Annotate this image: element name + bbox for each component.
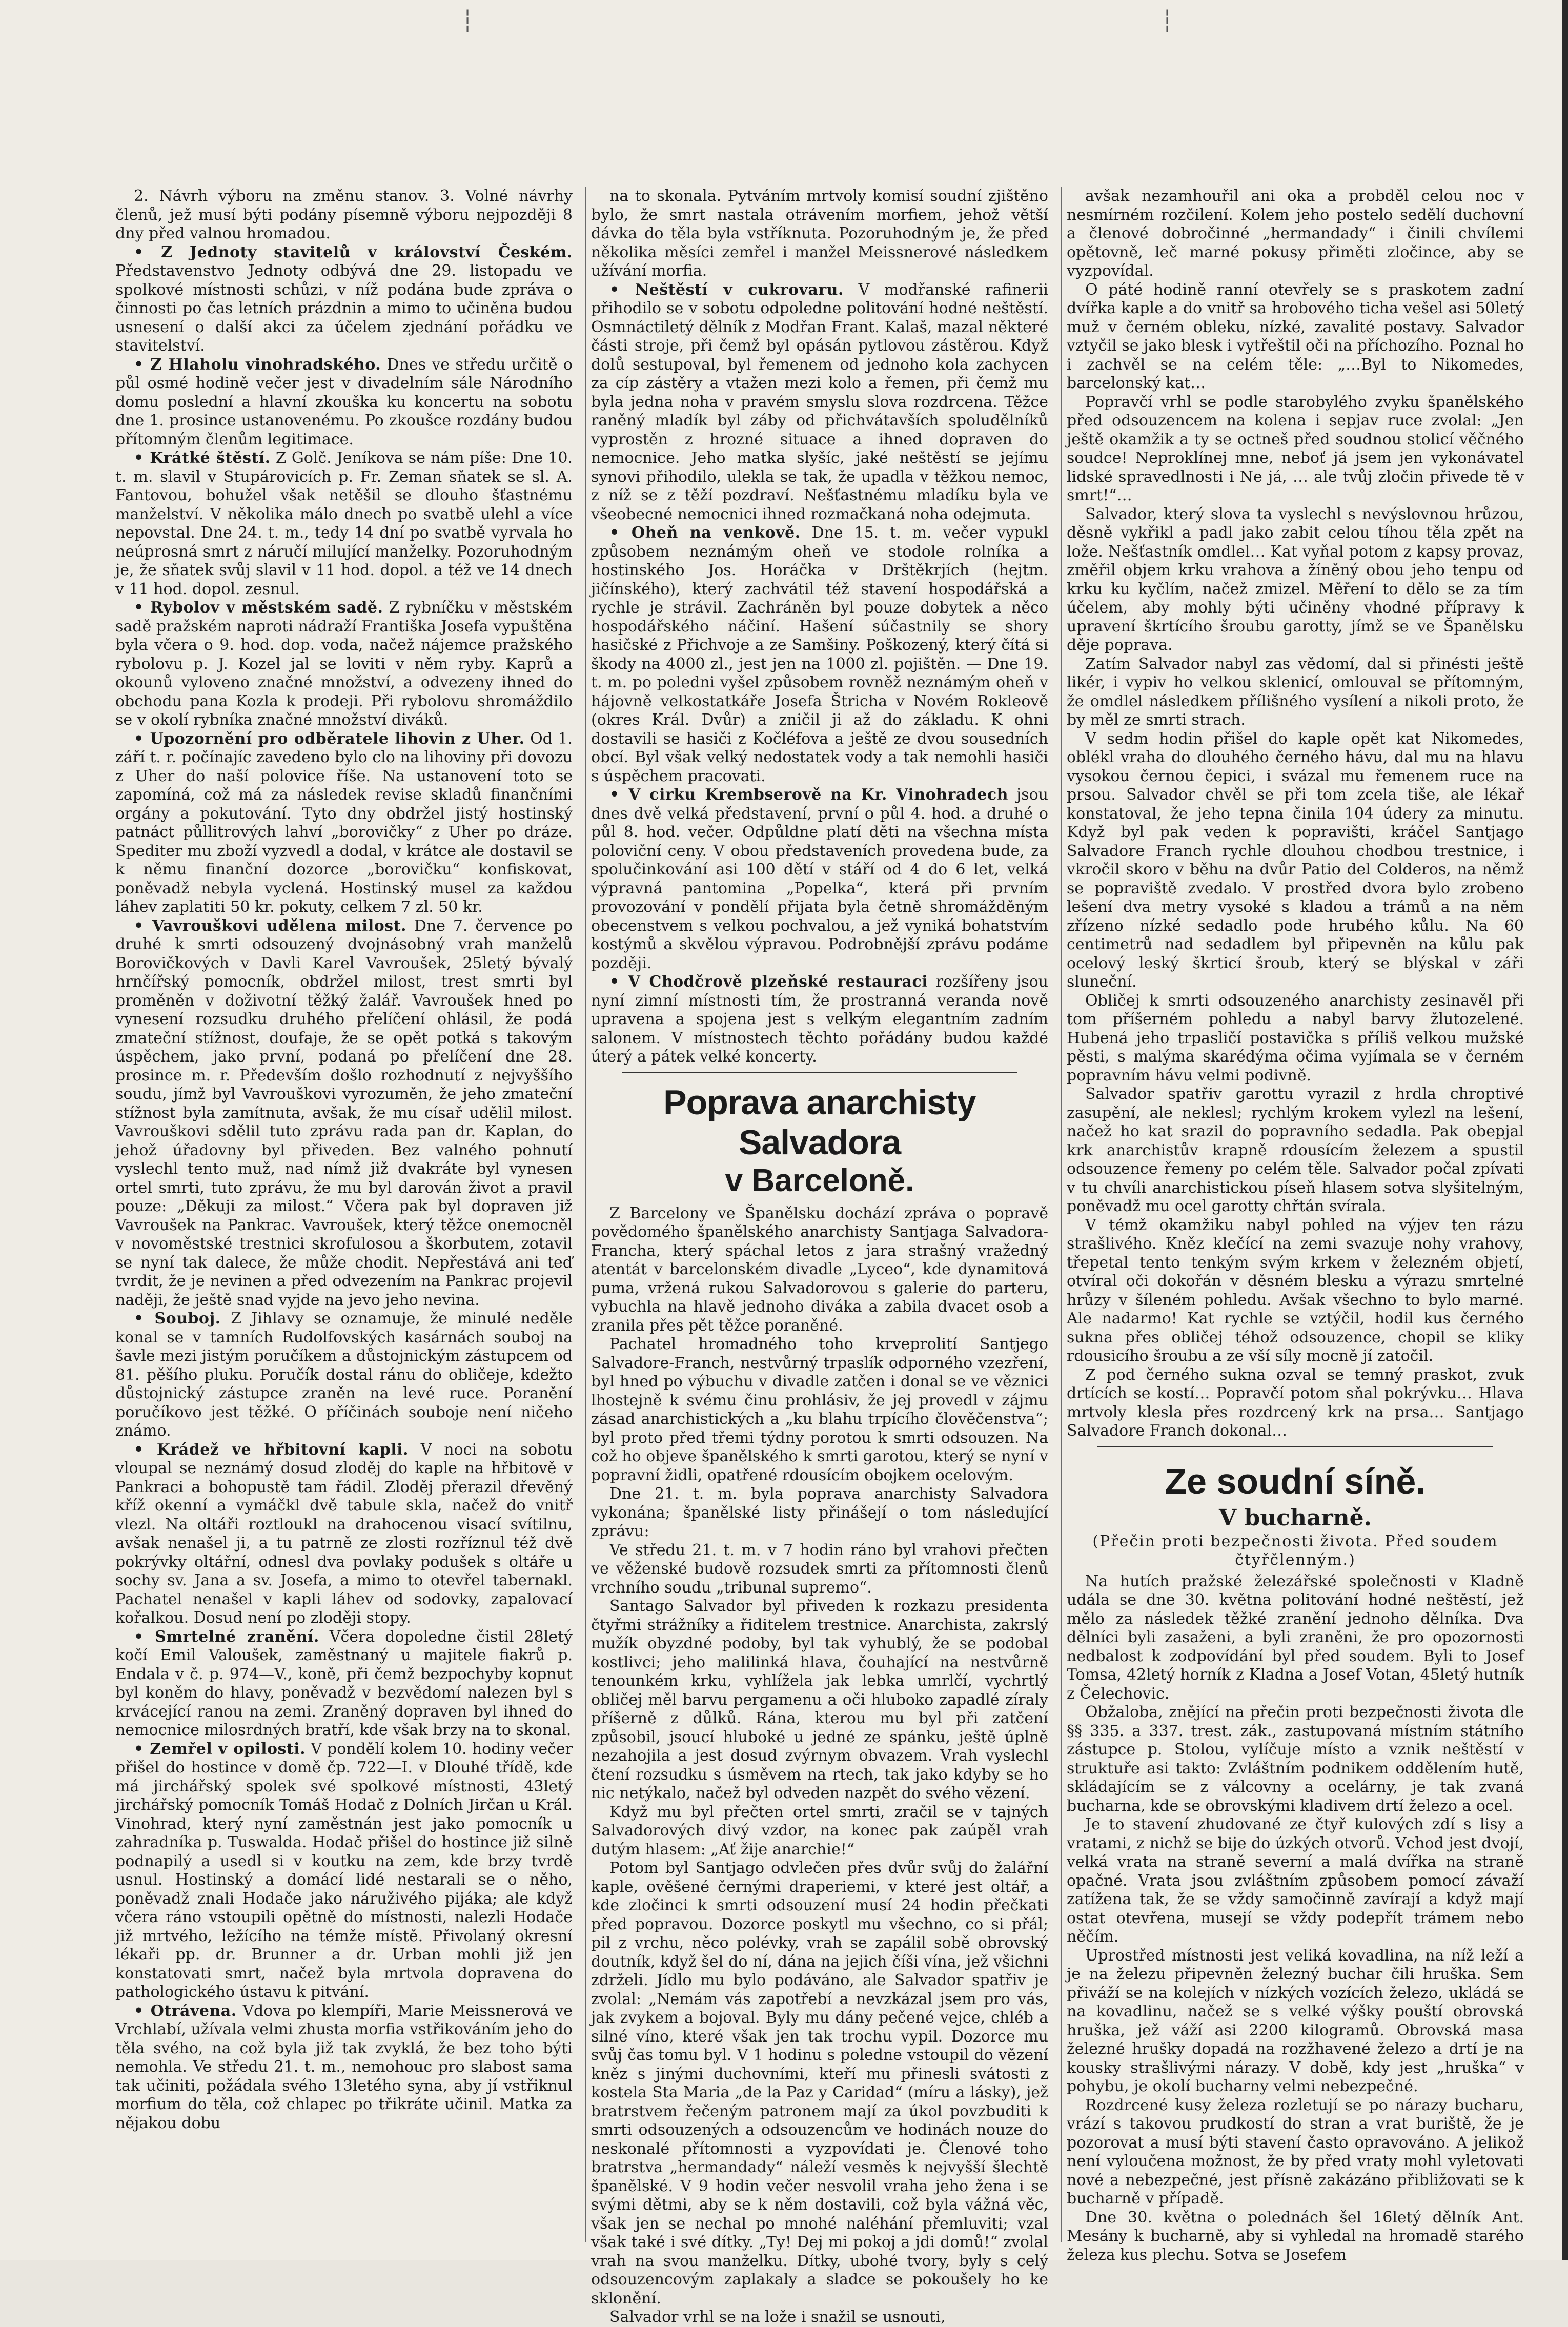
paragraph-text: Dne 30. května o polednách šel 16letý dělník Ant. Mesány k bucharně, aby si vyhledal na hromadě starého železa kus plechu. Sotva se Josefem [1067,2208,1524,2264]
paragraph [591,1485,1048,1541]
paragraph-text: Potom byl Santjago odvlečen přes dvůr svůj do žalářní kaple, ověšené černými draperiemi, v které jest oltář, a kde zločinci k smrti odsouzení musí 24 hodin přečkati před popravou. Dozorce poskytl mu všechno, co si přál; pil z vrchu, něco polévky, vrah se zapálil sobě obrovský doutník, když šel do ní, dána na jejich číši vína, jež všichni zdrželi. Jídlo mu bylo podáváno, ale Salvador spatřiv je zvolal: „Nemám vás zapotřebí a nevzkázal jsem pro vás, jak zvykem a bojoval. Byly mu dány pečené vejce, chléb a silné víno, které však jen tak trochu vypil. Dozorce mu svůj čas tomu byl. V 1 hodinu s poledne vstoupil do vězení kněz s jinými duchovními, kteří mu přinesli svátosti z kostela Sta Maria „de la Paz y Caridad“ (míru a lásky), jež bratrstvem řečeným patronem mají za úkol povzbuditi k smrti odsouzených a odsouzencům ve hodinách nouze do neskonalé přítomnosti a vyzpovídati je. Členové toho bratrstva „hermandady“ náleží vesměs k nejvyšší šlechtě španělské. V 9 hodin večer nesvolil vraha jeho žena i se svými dětmi, aby se k něm dostavili, což byla vážná věc, však jen se nechal po mnohé naléhání přemluviti; vzal však také i své dítky. „Ty! Dej mi pokoj a jdi domů!“ zvolal vrah na svou manželku. Dítky, ubohé tvory, byly s celý odsouzencovým zaplakaly a sladce se pokoušely ho ke sklonění. [591,1859,1048,2308]
paragraph-text: Ve středu 21. t. m. v 7 hodin ráno byl vrahovi přečten ve věženské budově rozsudek smrti za přítomnosti členů vrchního soudu „tribunal supremo“. [591,1541,1048,1597]
paragraph [115,599,573,730]
paragraph [1067,2096,1524,2209]
paragraph [1067,187,1524,281]
article-headline [591,1083,1048,1199]
paragraph [1067,1216,1524,1366]
paragraph-text: jsou dnes dvě velká představení, první o půl 4. hod. a druhé o půl 8. hod. večer. Odpůldne platí děti na všechna místa poloviční ceny. V obou představeních provedena bude, za spolučinkování asi 100 dětí v stáří od 4 do 6 let, velká výpravná pantomina „Popelka“, která při prvním provozování v pondělí přijata byla četně shromážděným obecenstvem s velkou pochvalou, a jež vyniká bohatstvím kostýmů a skvělou výpravou. Podrobnější zprávu podáme později. [591,786,1048,972]
paragraph-lead: • Souboj. [134,1310,221,1328]
paragraph-text: Obžaloba, znějící na přečin proti bezpečnosti života dle §§ 335. a 337. trest. zák., zastupovaná místním státního zástupce p. Stolou, vylíčuje místo a vznik neštěstí v struktuře asi takto: Zvláštním podnikem oddělením hutě, skládajícím se z válcovny a ocelárny, je tak zvaná bucharna, kde se obrovskými kladivem drtí železo a ocel. [1067,1703,1524,1815]
paragraph-text: Santago Salvador byl přiveden k rozkazu presidenta čtyřmi strážníky a řiditelem trestnice. Anarchista, zakrslý mužík obyzdné podoby, byl tak vyhublý, že se podobal kostlivci; jeho malilinká hlava, čouhající na nestvůrně tenounkém krku, vyhlížela jak lebka umrlčí, vychrtlý obličej měl barvu pergamenu a oči hluboko zapadlé zíraly příšerně z důlků. Rána, kterou mu byl při zatčení způsobil, jsoucí hluboké u jedné ze spánku, ještě úplně nezahojila a jest dosud zvýrnym obvazem. Vrah vyslechl čtení rozsudku s úsměvem na rtech, tak jako kdyby se ho nic netýkalo, načež byl odveden nazpět do svého vězení. [591,1597,1048,1802]
paragraph [591,1335,1048,1485]
paragraph-lead: • Krátké štěstí. [134,449,271,467]
court-report-headline: V bucharně. [1219,1504,1372,1531]
paragraph-text: rozšířeny jsou nyní zimní místnosti tím, že prostranná veranda nově upravena a spojena jest s velkým elegantním zadním salonem. V místnostech těchto pořádány budou každé úterý a pátek velké koncerty. [591,973,1049,1066]
paragraph-text: Vdova po klempíři, Marie Meissnerová ve Vrchlabí, užívala velmi zhusta morfia vstřikováním jeho do těla svého, na což byla již tak zvyklá, že bez toho býti nemohla. Ve středu 21. t. m., nemohouc pro slabost sama tak učiniti, požádala svého 13letého syna, aby jí vstřiknul morfium do těla, což chlapec po třikráte učinil. Matka za nějakou dobu [115,2002,573,2132]
paragraph-text: 2. Návrh výboru na změnu stanov. 3. Volné návrhy členů, jež musí býti podány písemně výboru nejpozději 8 dny před valnou hromadou. [115,187,573,242]
paragraph [115,1310,573,1441]
paragraph-text: Z Golč. Jeníkova se nám píše: Dne 10. t. m. slavil v Stupárovicích p. Fr. Zeman sňatek se sl. A. Fantovou, bohužel však netěšil se dlouho šťastnému manželství. V několika málo dnech po svatbě ulehl a více nepovstal. Dne 24. t. m., tedy 14 dní po svatbě vyrvala ho neúprosná smrt z náručí milující manželky. Pozoruhodným je, že sňatek svůj slavil v 11 hod. dopol. a též ve 14 dnech v 11 hod. dopol. zesnul. [115,449,573,598]
paragraph-text: Rozdrcené kusy železa rozletují se po nárazy bucharu, vrází s takovou prudkostí do stran a vrat buriště, že je pozorovat a musí býti stavení často opravováno. A jelikož není vyloučena možnost, že by před vraty mohl vyletovati nové a nebezpečné, jest přísně zakázáno přibližovati se k bucharně v případě. [1067,2096,1524,2208]
paragraph-text: Dne 7. července po druhé k smrti odsouzený dvojnásobný vrah manželů Borovičkových v Davli Karel Vavroušek, 25letý bývalý hrnčířský pomocník, obdržel milost, trest smrti byl proměněn v doživotní těžký žalář. Vavroušek hned po vynesení rozsudku druhého přelíčení ohlásil, že podá zmateční stížnost, doufaje, že se opět potká s takovým úspěchem, jako první, podaná po přelíčení dne 28. prosince m. r. Především došlo rozhodnutí z nejvyššího soudu, jímž byl Vavrouškovi vyrozuměn, že jeho zmateční stížnost byla zamítnuta, avšak, že mu císař udělil milost. Vavrouškovi sdělil tuto zprávu rada pan dr. Kaplan, do jehož úřadovny byl přiveden. Bez valného pohnutí vyslechl tento muž, nad nímž již dvakráte byl vynesen ortel smrti, tuto zprávu, že mu byl darován život a pravil pouze: „Děkuji za milost.“ Včera pak byl dopraven již Vavroušek na Pankrac. Vavroušek, který těžce onemocněl v novoměstské trestnici skrofulosou a škorbutem, zotavil se nyní tak dalece, že může chodit. Nepřestává ani teď tvrdit, že je nevinen a před odvezením na Pankrac projevil naději, že ještě snad vyjde na jevo jeho nevina. [115,916,573,1309]
paragraph-text: Včera dopoledne čistil 28letý kočí Emil Valoušek, zaměstnaný u majitele fiakrů p. Endala v č. p. 974—V., koně, při čemž bezpochyby kopnut byl koněm do hlavy, poněvadž v bezvědomí nalezen byl s krvácející ranou na zemi. Zraněný dopraven byl ihned do nemocnice milosrdných bratří, kde však brzy na to skonal. [115,1627,573,1739]
paragraph [115,1441,573,1628]
divider [622,1072,1017,1073]
page-edge-marks [0,0,1568,31]
article-columns [115,187,1524,2326]
paragraph [1067,655,1524,730]
paragraph-text: Z pod černého sukna ozval se temný praskot, zvuk drtících se kostí… Popravčí potom sňal pokrývku… Hlava mrtvoly klesla přes rozdrcený krk na prsa… Santjago Salvadore Franch dokonal… [1067,1365,1524,1440]
column-right [1061,187,1524,2264]
paragraph-text: Od 1. září t. r. počínajíc zavedeno bylo clo na lihoviny při dovozu z Uher do naší polovice říše. Na ustanovení toto se zapomíná, což má za následek revise skladů finančními orgány a pokutování. Tyto dny obdržel jistý hostinský patnáct půllitrových lahví „borovičky“ z Uher po dráze. Spediter mu zboží vyzvedl a dodal, v krátce ale dostavil se k němu finanční dozorce „borovičku“ konfiskovat, poněvadž nebyla vyclená. Hostinský musel za každou láhev zaplatiti 50 kr. pokuty, celkem 7 zl. 50 kr. [115,729,573,916]
paragraph-lead: • Rybolov v městském sadě. [134,599,383,617]
paragraph-text: avšak nezamhouřil ani oka a probděl celou noc v nesmírném rozčilení. Kolem jeho postelo sedělí duchovní a členové dobročinné „hermandady“ i činili chvílemi opětovně, leč marné pokusy přiměti zločince, aby se vyzpovídal. [1067,187,1524,280]
paragraph-text: Popravčí vrhl se podle starobylého zvyku španělského před odsouzencem na kolena i sepjav ruce zvolal: „Jen ještě okamžik a ty se octneš před soudnou stolicí věčného soudce! Neproklínej mne, neboť já jsem jen vykonávatel lidské spravedlnosti i Ne já, … ale tvůj zločin přivede tě v smrt!“… [1067,393,1524,504]
paragraph-text: Na hutích pražské železářské společnosti v Kladně udála se dne 30. května politování hodné neštěstí, jež mělo za následek těžké zranění jednoho dělníka. Dva dělníci byli zasaženi, a byli zraněni, že pro opozornosti nedbalost k zodpovídání byl před soudem. Byli to Josef Tomsa, 42letý horník z Kladna a Josef Votan, 45letý hutník z Čelechovic. [1067,1572,1524,1703]
paragraph-text: V témž okamžiku nabyl pohled na výjev ten rázu strašlivého. Kněz klečící na zemi svazuje nohy vrahovy, třepetal tento tenkým svým krkem v železném objetí, otvíral oči dokořán v děsném blesku a výrazu smrtelné hrůzy v šíleném pohledu. Avšak všechno to bylo marné. Ale nadarmo! Kat rychle se vztýčil, hodil kus černého sukna přes obličej téhož odsouzence, chopil se kliky rdousicího šroubu a ze vší síly mocně jí zatočil. [1067,1216,1524,1365]
paragraph-text: Salvador, který slova ta vyslechl s nevýslovnou hrůzou, děsně vykřikl a padl jako zabit celou tíhou těla zpět na lože. Nešťastník omdlel… Kat vyňal potom z kapsy provaz, změřil objem krku vrahova a žíněný obou jeho tenpu od krku ku kyčlím, načež zmizel. Měření to dělo se za tím účelem, aby mohly býti učiněny vhodné přípravy k upravení škrtícího šroubu garotty, jímž se ve Španělsku děje poprava. [1067,505,1524,654]
headline-line-1: Poprava anarchisty Salvadora [663,1083,976,1162]
paragraph-text: V pondělí kolem 10. hodiny večer přišel do hostince v domě čp. 722—I. v Dlouhé třídě, kde má jirchářský spolek své spolkové místnosti, 43letý jirchářský pomocník Tomáš Hodač z Dolních Jirčan u Král. Vinohrad, který nyní zaměstnán jest jako pomocník u zahradníka p. Tuswalda. Hodač přišel do hostince již silně podnapilý a usedl si v koutku na zem, kde brzy tvrdě usnul. Hostinský a domácí lidé nestarali se o něho, poněvadž znali Hodače jako náruživého pijáka; ale když včera ráno vstoupili opětně do místnosti, nalezli Hodače již mrtvého, ležícího na témže místě. Přivolaný okresní lékaři pp. dr. Brunner a dr. Urban mohli již jen konstatovati smrt, načež byla mrtvola dopravena do pathologického ústavu k pitvání. [115,1740,573,2001]
paragraph-text: Dnes ve středu určitě o půl osmé hodině večer jest v divadelním sále Národního domu poslední a hlavní zkouška ku koncertu na sobotu dne 1. prosince ustanovenému. Po zkoušce rozdány budou přítomným členům legitimace. [115,355,573,448]
paragraph [1067,281,1524,393]
paragraph [115,243,573,356]
paragraph [1067,992,1524,1086]
paragraph [1067,1703,1524,1815]
paragraph-text: O páté hodině ranní otevřely se s praskotem zadní dvířka kaple a do vnitř sa hrobového ticha vešel asi 50letý muž v černém obleku, nízké, zavalité postavy. Salvador vztyčil se jako blesk i vytřeštil oči na příchozího. Poznal ho i zachvěl se na celém těle: „…Byl to Nikomedes, barcelonský kat… [1067,280,1524,392]
paragraph [591,1803,1048,1860]
paragraph-lead: • Z Jednoty stavitelů v království Českém. [134,243,573,261]
paragraph [115,730,573,917]
paragraph-lead: • Upozornění pro odběratele lihovin z Uher. [134,729,525,748]
paragraph [591,1859,1048,2308]
paragraph [1067,1085,1524,1216]
paragraph [1067,730,1524,992]
edge-mark: ┆ [461,9,474,33]
paragraph [591,524,1048,786]
paragraph [115,449,573,599]
court-report-subtitle: (Přečin proti bezpečnosti života. Před soudem čtyřčlenným.) [1092,1532,1498,1569]
column-right-article [1067,187,1524,1441]
paragraph-lead: • V cirku Krembserově na Kr. Vinohradech [609,786,1008,804]
paragraph [591,786,1048,973]
paragraph-lead: • Vavrouškovi udělena milost. [134,916,406,935]
paragraph-text: Představenstvo Jednoty odbývá dne 29. listopadu ve spolkové místnosti schůzi, v níž podána bude zpráva o činnosti po čas letních prázdnin a mimo to učiněna budou usnesení o další akci za účelem zjednání pořádku ve stavitelství. [115,262,573,355]
paragraph-text: Dne 21. t. m. byla poprava anarchisty Salvadora vykonána; španělské listy přinášejí o tom následující zprávu: [591,1485,1048,1540]
paragraph-lead: • Otrávena. [134,2002,237,2020]
paragraph [591,1205,1048,1336]
paragraph [591,1541,1048,1598]
column-left [115,187,573,2242]
paragraph-text: Pachatel hromadného toho krveprolití Santjego Salvadore-Franch, nestvůrný trpaslík odporného vzezření, byl hned po výbuchu v divadle zatčen i donal se ve věznici lhostejně k svému činu prohlásiv, že jej provedl v zájmu zásad anarchistických a „ku blahu trpícího člověčenstva“; byl proto před třemi týdny porotou k smrti odsouzen. Na což ho objeve španělského k smrti garotou, který se nyní v popravní židli, opatřené rdousícím obojkem ocelovým. [591,1335,1048,1484]
paragraph [115,2002,573,2133]
paragraph [1067,2209,1524,2265]
divider [1097,1446,1493,1447]
paragraph-text: Salvador vrhl se na lože i snažil se usnouti, [609,2308,946,2326]
paragraph-text: Je to stavení zhudované ze čtyř kulových zdí s lisy a vratami, z nichž se bije do úzkých otvorů. Vchod jest dvojí, velká vrata na straně severní a malá dvířka na straně opačné. Vrata jsou zvláštním způsobem pomocí závaží zatížena tak, že se vždy samočinně zavírají a když mají ostat otevřena, musejí se vždy podepřít trámem nebo něčím. [1067,1815,1524,1946]
paragraph [1067,1947,1524,2096]
paragraph-lead: • Z Hlaholu vinohradského. [134,355,381,374]
paragraph-lead: • V Chodčrově plzeňské restauraci [609,973,928,991]
section-title: Ze soudní síně. [1165,1461,1426,1501]
paragraph-text: V sedm hodin přišel do kaple opět kat Nikomedes, oblékl vraha do dlouhého černého hávu, dal mu na hlavu vysokou černou čepici, i svázal mu řemenem ruce na prsou. Salvador chvěl se při tom zcela tiše, ale lékař konstatoval, že jeho tepna činila 104 údery za minutu. Když byl pak veden k popravišti, kráčel Santjago Salvadore Franch rychle dlouhou chodbou trestnice, i vkročil skoro v běhu na dvůr Patio del Colderos, na němž se popraviště zvedalo. V prostřed dvora bylo zrobeno lešení dva metry vysoké s kladou a trámů a na něm zřízeno nízké sedadlo pode hrubého kůlu. Na 60 centimetrů nad sedadlem byl připevněn na kůlu pak ocelový leský škrticí šroub, který se blýskal v záři sluneční. [1067,729,1524,991]
paragraph-text: Uprostřed místnosti jest veliká kovadlina, na níž leží a je na železu připevněn železný buchar čili hruška. Sem přiváží se na kolejích v nízkých vozících železo, ukládá se na kovadlinu, načež se s velké výšky pouští obrovská hruška, jež váží asi 2200 kilogramů. Obrovská masa železné hrušky dopadá na rozžhavené železo a drtí je na kousky strašlivými nárazy. V době, kdy jest „hruška“ v pohybu, je okolí bucharny velmi nebezpečné. [1067,1946,1524,2095]
column-middle-news [591,187,1048,1067]
paragraph-text: na to skonala. Pytváním mrtvoly komisí soudní zjištěno bylo, že smrt nastala otrávením morfiem, jehož větší dávka do těla byla vstříknuta. Pozoruhodným je, že před několika měsíci zemřel i manžel Meissnerové následkem užívání morfia. [591,187,1048,280]
column-right-court-report [1067,1573,1524,2265]
scan-edge [1562,0,1568,2260]
paragraph [591,973,1048,1067]
paragraph-text: V noci na sobotu vloupal se neznámý dosud zloděj do kaple na hřbitově v Pankraci a bohopustě tam řádil. Zloděj přerazil dřevěný kříž okenní a vymáčkl dvě tabule skla, načež do vnitř vlezl. Na oltáři roztloukl na drahocenou visací svítilnu, avšak nenašel ji, a tu patrně ze zlosti rozříznul též dvě pokrývky oltářní, odnesl dva povlaky podušek s oltáře u sochy sv. Jana a sv. Josefa, a mimo to otevřel tabernakl. Pachatel nenašel v kapli láhev od sodovky, zapalovací kořalkou. Dosud není po zloději stopy. [115,1440,573,1627]
paragraph-text: Salvador spatřiv garottu vyrazil z hrdla chroptivé zasupění, ale neklesl; rychlým krokem vylezl na lešení, načež ho kat srazil do popravního sedadla. Pak obepjal krk anarchistův krapně rdousícím železem a spustil odsouzence řemeny po celém těle. Salvador počal zpívati v tu chvíli anarchistickou píseň hlasem sotva slyšitelným, poněvadž mu ocel garotty chřtán svírala. [1067,1085,1524,1215]
paragraph [115,917,573,1310]
paragraph [591,187,1048,281]
paragraph [115,1740,573,2002]
paragraph [1067,505,1524,655]
paragraph [1067,1366,1524,1441]
paragraph-text: Z Jihlavy se oznamuje, že minulé neděle konal se v tamních Rudolfovských kasárnách souboj na šavle mezi jistým poručíkem a důstojnickým zástupcem od 81. pěšího pluku. Poručík dostal ránu do obličeje, kdežto důstojnický zástupce zraněn na levé ruce. Poranění poručíkovo jest těžké. O příčinách souboje není ničeho známo. [115,1310,573,1440]
paragraph-text: Zatím Salvador nabyl zas vědomí, dal si přinésti ještě likér, i vypiv ho velkou sklenicí, omlouval se přítomným, že omdlel následkem přílišného vysílení a nikoli proto, že by měl ze smrti strach. [1067,655,1524,729]
paragraph [115,356,573,450]
paragraph [591,1597,1048,1803]
paragraph-lead: • Neštěstí v cukrovaru. [609,280,844,299]
paragraph [591,2308,1048,2327]
paragraph-lead: • Oheň na venkově. [609,524,801,542]
paragraph-lead: • Smrtelné zranění. [134,1627,319,1646]
paragraph-text: Z rybníčku v městském sadě pražském naproti nádraží Františka Josefa vypuštěna byla včera o 9. hod. dop. voda, načež nájemce pražského rybolovu p. J. Kozel jal se loviti v něm ryby. Kaprů a okounů vyloveno značné množství, a odvezeny ihned do obchodu pana Kozla k prodeji. Při rybolovu shromáždilo se v okolí rybníka značné množství diváků. [115,599,573,729]
edge-mark: ┆ [1161,9,1174,33]
paragraph-text: Z Barcelony ve Španělsku dochází zpráva o popravě povědomého španělského anarchisty Santjaga Salvadora-Francha, který spáchal letos z jara strašný vražedný atentát v barcelonském divadle „Lyceo“, kde dynamitová puma, vržená rukou Salvadorovou s galerie do parteru, vybuchla na hlavě jednoho diváka a zabila dvacet osob a zranila přes pět těžce poraněné. [591,1204,1048,1335]
paragraph [591,281,1048,524]
paragraph-lead: • Krádež ve hřbitovní kapli. [134,1440,409,1459]
paragraph-lead: • Zemřel v opilosti. [134,1740,306,1758]
paragraph [115,1628,573,1740]
paragraph [1067,1815,1524,1947]
headline-line-2: v Barceloně. [725,1162,914,1198]
column-middle-article [591,1205,1048,2327]
paragraph-text: V modřanské rafinerii přihodilo se v sobotu odpoledne politování hodné neštěstí. Osmnáctiletý dělník z Modřan Frant. Kalaš, mazal některé části stroje, při čemž byl opásán pytlovou zástěrou. Když dolů sestupoval, byl řemenem od jednoho kola zachycen za cíp zástěry a vtažen mezi kolo a řemen, při čemž mu byla jedna noha v pravém smyslu slova rozdrcena. Těžce raněný mladík byl záby od přichvátavších spoludělníků vyprostěn z hrozné situace a ihned dopraven do nemocnice. Jeho matka slyšíc, jaké neštěstí se jejímu synovi přihodilo, ulekla se tak, že upadla v těžkou nemoc, z níž se z těží pozdraví. Nešťastnému mladíku byla ve všeobecné nemocnici ihned rozmačkaná noha odejmuta. [591,280,1048,523]
paragraph [1067,393,1524,505]
column-middle [585,187,1049,2326]
paragraph [115,187,573,243]
paragraph-text: Dne 15. t. m. večer vypukl způsobem neznámým oheň ve stodole rolníka a hostinského Jos. Horáčka v Drštěkrjích (hejtm. jičínského), který zachvátil též stavení hospodářská a rychle je strávil. Zachráněn byl pouze dobytek a něco hospodářského náčiní. Hašení súčastnily se shory hasičské z Přichvoje a ze Samšiny. Poškozený, který čítá si škody na 4000 zl., jest jen na 1000 zl. pojištěn. — Dne 19. t. m. po poledni vyšel způsobem rovněž neznámým oheň v hájovně velkostatkáře Josefa Štricha v Novém Rokleově (okres Král. Dvůr) a zničil ji až do základu. K ohni dostavili se hasiči z Kočléfova a ještě ze dvou sousedních obcí. Byl však velký nedostatek vody a tak nemohli hasiči s úspěchem pracovati. [591,524,1048,785]
paragraph [1067,1573,1524,1704]
paragraph-text: Obličej k smrti odsouzeného anarchisty zesinavěl při tom příšerném pohledu a nabyl barvy žlutozelené. Hubená jeho trpasličí postavička s příliš velkou mužské pěsti, s malýma skarédýma očima vyjímala se v černém popravním hávu velmi podivně. [1067,991,1524,1085]
paragraph-text: Když mu byl přečten ortel smrti, zračil se v tajných Salvadorových divý vzdor, na konec pak zaúpěl vrah dutým hlasem: „Ať žije anarchie!“ [591,1803,1048,1859]
